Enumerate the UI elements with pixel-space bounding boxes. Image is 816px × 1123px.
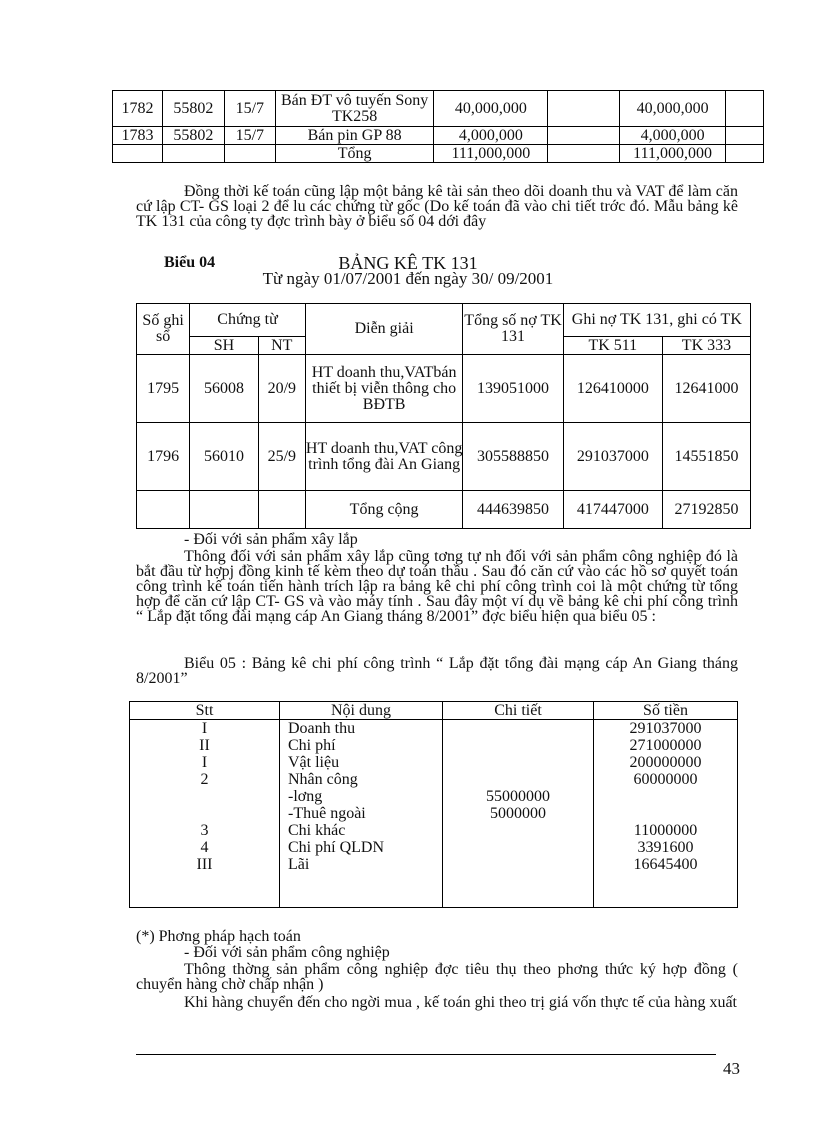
paragraph-xay-lap: Thông đối với sản phẩm xây lắp cũng tơng tự nh đối với sản phẩm công nghiệp đó là bắt đầu từ hợpj đồng kinh tế kèm theo dự toán thầu . Sau đó căn cứ vào các hồ sơ quyết toán công trình kế toán tiến hành trích lập ra bảng kê chi phí công trình coi là một chứng từ tổng hợp để căn cứ lập CT- GS và vào máy tính . Sau đây một ví dụ về bảng kê chi phí công trình “ Lắp đặt tổng đài mạng cáp An Giang tháng 8/2001” đợc biểu hiện qua biểu 05 : (136, 548, 738, 625)
table2-subtitle: Từ ngày 01/07/2001 đến ngày 30/ 09/2001 (262, 269, 554, 288)
table-row: 1796 56010 25/9 HT doanh thu,VAT công trình tổng đài An Giang 305588850 291037000 14551850 (137, 423, 751, 491)
paragraph-intro: Đồng thời kế toán cũng lập một bảng kê tài sản theo dõi doanh thu và VAT để làm căn cứ lập CT- GS loại 2 để lu các chứng từ gốc (Do kế toán đã vào chi tiết trớc đó. Mẫu bảng kê TK 131 của công ty đợc trình bày ở biểu số 04 dới đây (136, 183, 738, 230)
table-row: 1783 55802 15/7 Bán pin GP 88 4,000,000 4,000,000 (113, 127, 764, 145)
page-number: 43 (723, 1059, 740, 1078)
xay-lap-heading: - Đối với sản phẩm xây lắp (184, 531, 358, 548)
paragraph-cong-nghiep: Thông thờng sản phẩm công nghiệp đợc tiêu thụ theo phơng thức ký hợp đồng ( chuyển hàng chờ chấp nhận ) (136, 961, 738, 993)
tk131-table (136, 303, 751, 529)
table-header-row: SH NT TK 511 TK 333 (137, 337, 751, 355)
table-row: Tổng 111,000,000 111,000,000 (113, 145, 764, 163)
table-row: 1782 55802 15/7 Bán ĐT vô tuyến Sony TK258 40,000,000 40,000,000 (113, 91, 764, 127)
table-row: Tổng cộng 444639850 417447000 27192850 (137, 491, 751, 529)
table2-title: BẢNG KÊ TK 131 (338, 253, 478, 273)
bieu-05-caption: Biểu 05 : Bảng kê chi phí công trình “ Lắp đặt tổng đài mạng cáp An Giang tháng 8/2001” (136, 655, 738, 687)
bieu-04-label: Biểu 04 (164, 254, 216, 271)
table-row: I II I 2 3 4 III Doanh thu Chi phí Vật liệu Nhân công -lơng -Thuê ngoài Chi khác Chi phí QLDN Lãi 55000000 5000000 291037000 271000000 200000000 60000000 11000000 3391600 16645400 (130, 720, 738, 908)
footer-rule (136, 1054, 716, 1055)
table-row: 1795 56008 20/9 HT doanh thu,VATbán thiết bị viễn thông cho BĐTB 139051000 126410000 12641000 (137, 355, 751, 423)
paragraph-hang-xuat: Khi hàng chuyển đến cho ngời mua , kế toán ghi theo trị giá vốn thực tế của hàng xuất (184, 994, 737, 1011)
table-header-row: Stt Nội dung Chi tiết Số tiền (130, 702, 738, 720)
top-ledger-table (112, 90, 764, 163)
chi-phi-table (129, 701, 738, 908)
table-header-row: Số ghi sổ Chứng từ Diễn giải Tổng số nợ TK 131 Ghi nợ TK 131, ghi có TK (137, 304, 751, 337)
cong-nghiep-heading: - Đối với sản phẩm công nghiệp (184, 944, 390, 961)
phuong-phap-heading: (*) Phơng pháp hạch toán (136, 928, 301, 945)
